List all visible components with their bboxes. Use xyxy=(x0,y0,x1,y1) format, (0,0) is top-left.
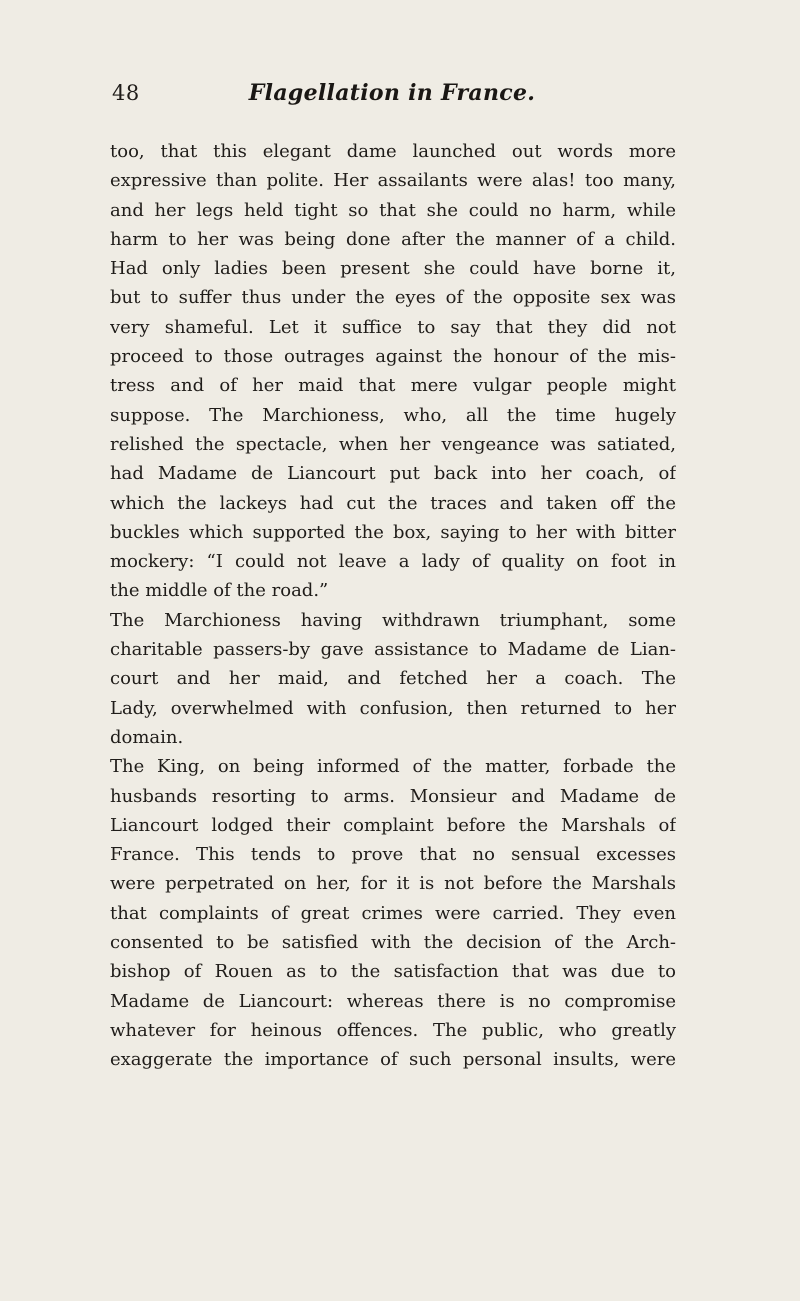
text-line: exaggerate the importance of such personal insults, were xyxy=(110,1049,676,1071)
text-line: court and her maid, and fetched her a coach. The xyxy=(110,668,676,690)
running-title: Flagellation in France. xyxy=(248,80,536,106)
text-line: charitable passers-by gave assistance to Madame de Lian- xyxy=(110,639,676,661)
text-line: the middle of the road.” xyxy=(110,580,329,602)
text-line: Liancourt lodged their complaint before the Marshals of xyxy=(110,814,676,836)
text-line: suppose. The Marchioness, who, all the time hugely xyxy=(110,404,676,426)
text-line: very shameful. Let it suffice to say that they did not xyxy=(110,316,676,338)
page-number: 48 xyxy=(112,81,140,105)
text-line: too, that this elegant dame launched out words more xyxy=(110,141,676,162)
text-line: France. This tends to prove that no sensual excesses xyxy=(110,844,676,866)
text-line: Had only ladies been present she could have borne it, xyxy=(110,258,676,280)
text-line: The King, on being informed of the matter, forbade the xyxy=(110,756,676,778)
text-line: Madame de Liancourt: whereas there is no compromise xyxy=(110,990,676,1012)
body-text xyxy=(110,137,676,1075)
text-line: that complaints of great crimes were carried. They even xyxy=(110,902,676,924)
text-line: but to suffer thus under the eyes of the opposite sex was xyxy=(110,287,676,309)
text-line: consented to be satisfied with the decision of the Arch- xyxy=(110,932,676,954)
text-line: proceed to those outrages against the honour of the mis- xyxy=(110,346,676,368)
text-line: relished the spectacle, when her vengeance was satiated, xyxy=(110,433,676,455)
text-line: husbands resorting to arms. Monsieur and Madame de xyxy=(110,785,676,807)
text-line: The Marchioness having withdrawn triumphant, some xyxy=(110,609,676,631)
text-line: expressive than polite. Her assailants were alas! too many, xyxy=(110,170,676,192)
text-line: which the lackeys had cut the traces and taken off the xyxy=(110,492,676,514)
text-line: were perpetrated on her, for it is not before the Marshals xyxy=(110,873,676,895)
text-line: bishop of Rouen as to the satisfaction that was due to xyxy=(110,961,676,983)
text-line: buckles which supported the box, saying to her with bitter xyxy=(110,521,676,543)
text-line: and her legs held tight so that she could no harm, while xyxy=(110,199,676,221)
text-line: harm to her was being done after the manner of a child. xyxy=(110,228,676,250)
text-line: Lady, overwhelmed with confusion, then returned to her xyxy=(110,697,676,719)
text-line: domain. xyxy=(110,726,184,748)
text-line: mockery: “I could not leave a lady of quality on foot in xyxy=(110,551,676,573)
text-line: whatever for heinous offences. The public, who greatly xyxy=(110,1019,676,1041)
text-line: tress and of her maid that mere vulgar people might xyxy=(110,375,676,397)
page-header xyxy=(112,78,672,108)
text-line: had Madame de Liancourt put back into her coach, of xyxy=(110,463,676,485)
